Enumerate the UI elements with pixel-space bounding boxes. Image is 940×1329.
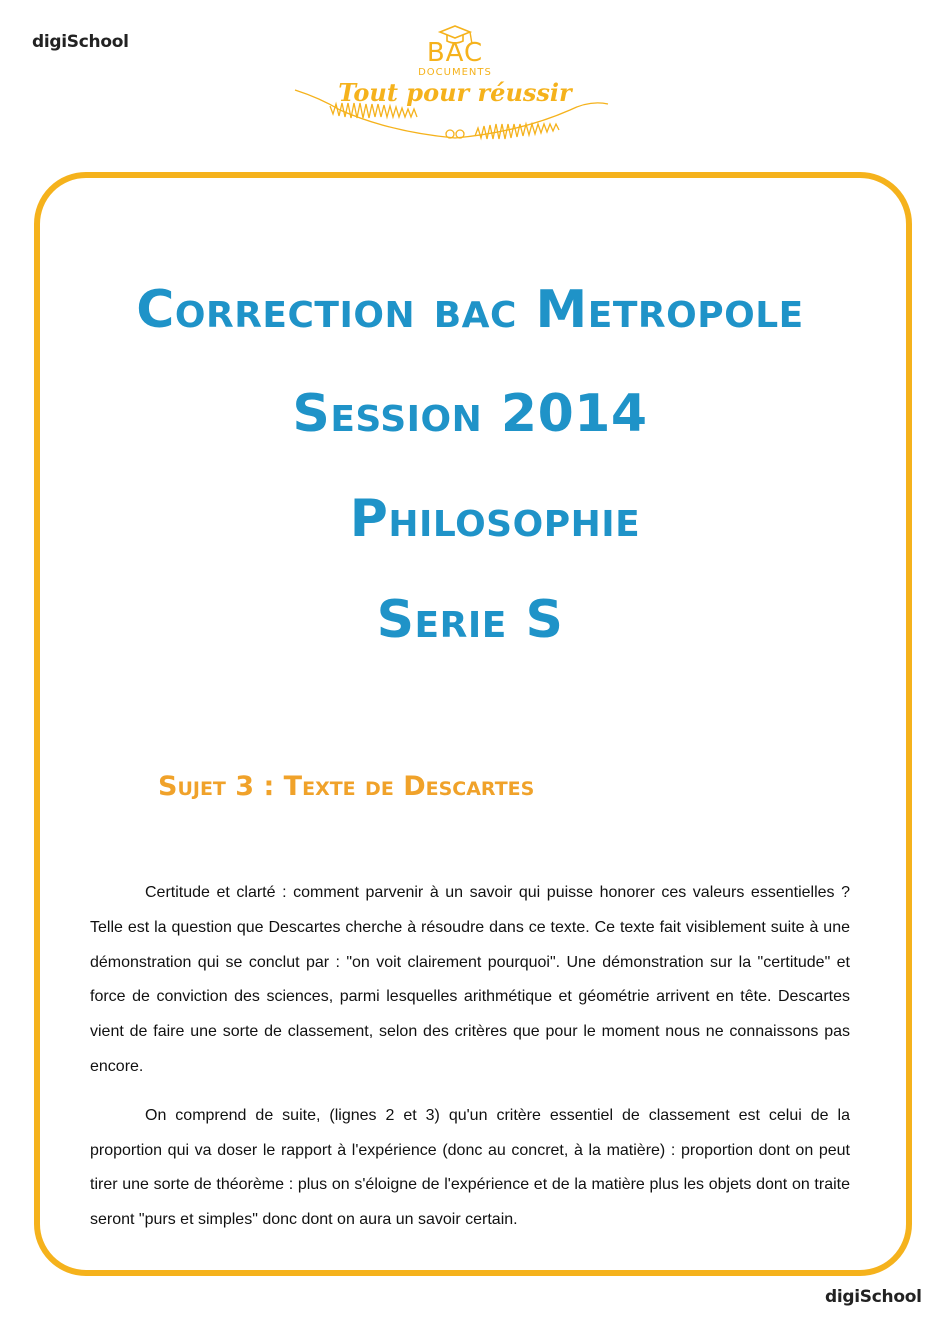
title-line-2: Session 2014 [292,384,648,444]
brand-logo-bottom: digiSchool [825,1287,922,1307]
paragraph-2: On comprend de suite, (lignes 2 et 3) qu'un critère essentiel de classement est celui de la proportion qui va doser le rapport à l'expérience (donc au concret, à la matière) : proportion dont on peut tirer une sorte de théorème : plus on s'éloigne de l'expérience et de la matière plus les objets dont on traite seront "purs et simples" donc dont on aura un savoir certain. [90,1106,850,1229]
logo-documents-text: DOCUMENTS [418,67,492,78]
brand-logo-top: digiSchool [32,32,129,52]
logo-bac-text: BAC [426,38,484,68]
title-line-4: Serie S [376,590,564,650]
title-line-1: Correction bac Metropole [136,280,804,340]
paragraph-1: Certitude et clarté : comment parvenir à un savoir qui puisse honorer ces valeurs essentielles ? Telle est la question que Descartes cherche à résoudre dans ce texte. Ce texte fait visiblement suite à une démonstration qui se conclut par : "on voit clairement pourquoi". Une démonstration sur la "certitude" et force de conviction des sciences, parmi lesquelles arithmétique et géométrie arrivent en tête. Descartes vient de faire une sorte de classement, selon des critères que pour le moment nous ne connaissons pas encore. [90,884,850,1075]
body-text [90,876,850,1252]
subject-heading: Sujet 3 : Texte de Descartes [158,771,535,802]
bac-documents-logo [290,20,620,150]
title-line-3: Philosophie [349,489,641,549]
logo-tagline: Tout pour réussir [338,78,572,107]
